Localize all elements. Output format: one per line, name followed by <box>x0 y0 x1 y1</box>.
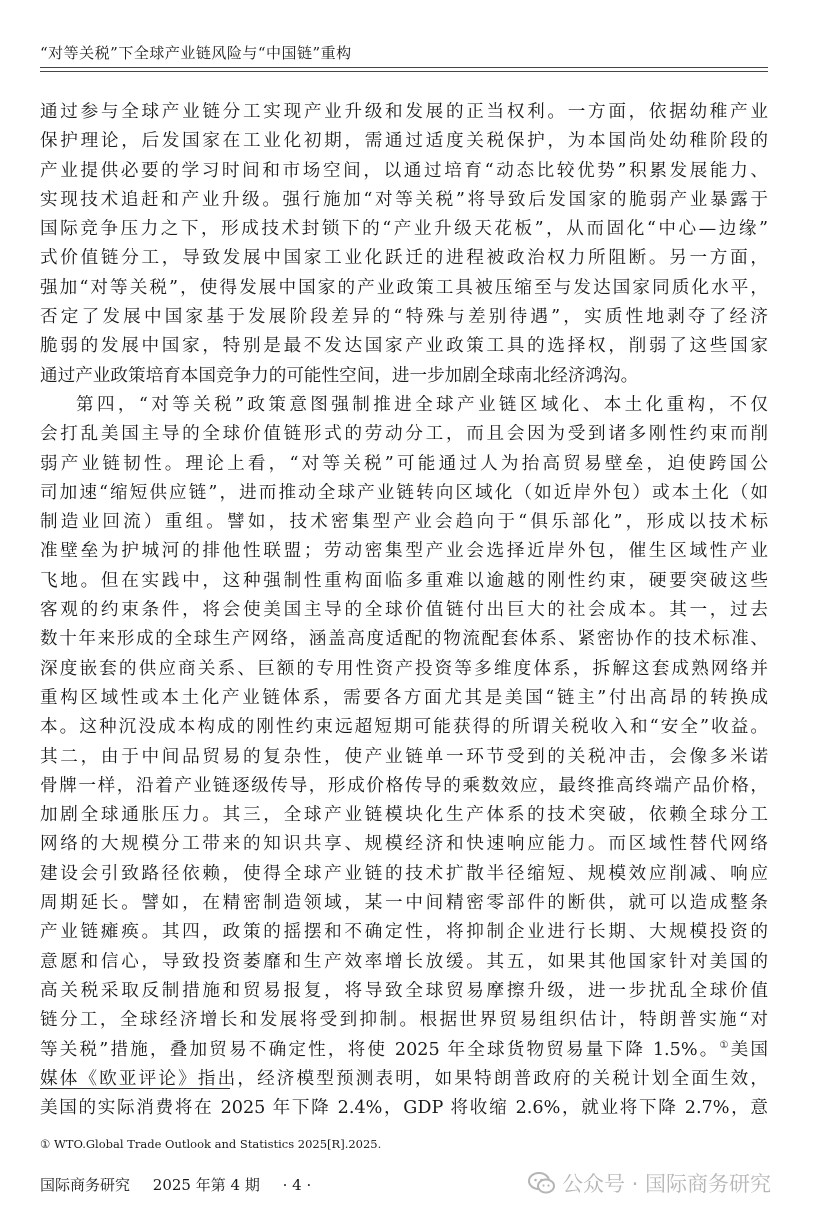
footnote-ref[interactable]: ① <box>719 1039 731 1051</box>
text-line: 客观的约束条件，将会使美国主导的全球价值链付出巨大的社会成本。其一，过去 <box>40 600 768 621</box>
text-line: 网络的大规模分工带来的知识共享、规模经济和快速响应能力。而区域性替代网络 <box>40 834 768 855</box>
text-line: 意愿和信心，导致投资萎靡和生产效率增长放缓。其五，如果其他国家针对美国的 <box>40 951 768 972</box>
text-line: 骨牌一样，沿着产业链逐级传导，形成价格传导的乘数效应，最终推高终端产品价格， <box>40 775 768 796</box>
text-line: 通过产业政策培育本国竞争力的可能性空间，进一步加剧全球南北经济鸿沟。 <box>40 365 639 386</box>
text-line: 弱产业链韧性。理论上看，“对等关税”可能通过人为抬高贸易壁垒，迫使跨国公 <box>40 453 768 474</box>
text-line: 产业链瘫痪。其四，政策的摇摆和不确定性，将抑制企业进行长期、大规模投资的 <box>40 922 768 943</box>
text-line: 会打乱美国主导的全球价值链形式的劳动分工，而且会因为受到诸多刚性约束而削 <box>40 424 768 445</box>
text-line: 国际竞争压力之下，形成技术封锁下的“产业升级天花板”，从而固化“中心—边缘” <box>40 219 768 240</box>
issue-number: 2025 年第 4 期 <box>152 1176 260 1194</box>
text-segment: 美国 <box>730 1039 768 1060</box>
text-line: 准壁垒为护城河的排他性联盟；劳动密集型产业会选择近岸外包，催生区域性产业 <box>40 541 768 562</box>
footnote: ① WTO.Global Trade Outlook and Statistics 2025[R].2025. <box>40 1137 382 1151</box>
paragraph-1 <box>40 98 768 391</box>
footnote-rule <box>40 1088 230 1089</box>
text-line: 其二，由于中间品贸易的复杂性，使产业链单一环节受到的关税冲击，会像多米诺 <box>40 746 768 767</box>
watermark <box>528 1168 771 1198</box>
page-number: · 4 · <box>282 1176 312 1194</box>
running-title: “对等关税”下全球产业链风险与“中国链”重构 <box>40 44 352 62</box>
paragraph-2 <box>40 391 768 1123</box>
text-line: 数十年来形成的全球生产网络，涵盖高度适配的物流配套体系、紧密协作的技术标准、 <box>40 629 768 650</box>
text-line: 高关税采取反制措施和贸易报复，将导致全球贸易摩擦升级，进一步扰乱全球价值 <box>40 980 768 1001</box>
text-line: 司加速“缩短供应链”，进而推动全球产业链转向区域化（如近岸外包）或本土化（如 <box>40 482 768 503</box>
text-line: 加剧全球通胀压力。其三，全球产业链模块化生产体系的技术突破，依赖全球分工 <box>40 805 768 826</box>
text-line: 通过参与全球产业链分工实现产业升级和发展的正当权利。一方面，依据幼稚产业 <box>40 102 768 122</box>
text-line: 否定了发展中国家基于发展阶段差异的“特殊与差别待遇”，实质性地剥夺了经济 <box>40 307 768 328</box>
text-line: 链分工，全球经济增长和发展将受到抑制。根据世界贸易组织估计，特朗普实施“对 <box>40 1010 768 1031</box>
text-line: 第四，“对等关税”政策意图强制推进全球产业链区域化、本土化重构，不仅 <box>76 394 768 415</box>
text-line: 实现技术追赶和产业升级。强行施加“对等关税”将导致后发国家的脆弱产业暴露于 <box>40 189 768 210</box>
journal-name: 国际商务研究 <box>40 1176 131 1194</box>
text-line: 美国的实际消费将在 2025 年下降 2.4%，GDP 将收缩 2.6%，就业将下降 2.7%，意 <box>40 1098 768 1119</box>
text-segment: 等关税”措施，叠加贸易不确定性，将使 2025 年全球货物贸易量下降 1.5%。 <box>40 1039 720 1060</box>
header-rule-inner <box>40 71 768 72</box>
text-line: 产业提供必要的学习时间和市场空间，以通过培育“动态比较优势”积累发展能力、 <box>40 160 768 181</box>
text-line: 制造业回流）重组。譬如，技术密集型产业会趋向于“俱乐部化”，形成以技术标 <box>40 512 768 533</box>
text-line: 脆弱的发展中国家，特别是最不发达国家产业政策工具的选择权，削弱了这些国家 <box>40 336 768 357</box>
text-line: 周期延长。譬如，在精密制造领域，某一中间精密零部件的断供，就可以造成整条 <box>40 893 768 914</box>
text-line <box>40 1036 768 1065</box>
header-rule <box>40 67 768 68</box>
watermark-text: 公众号 · 国际商务研究 <box>562 1172 772 1196</box>
text-line: 飞地。但在实践中，这种强制性重构面临多重难以逾越的刚性约束，硬要突破这些 <box>40 570 768 591</box>
text-line: 本。这种沉没成本构成的刚性约束远超短期可能获得的所谓关税收入和“安全”收益。 <box>40 717 768 738</box>
text-line: 深度嵌套的供应商关系、巨额的专用性资产投资等多维度体系，拆解这套成熟网络并 <box>40 658 768 679</box>
text-line: 建设会引致路径依赖，使得全球产业链的技术扩散半径缩短、规模效应削减、响应 <box>40 863 768 884</box>
text-line: 式价值链分工，导致发展中国家工业化跃迁的进程被政治权力所阻断。另一方面， <box>40 248 768 269</box>
wechat-icon <box>528 1171 556 1195</box>
page-footer <box>40 1174 329 1195</box>
body-text <box>40 98 768 1123</box>
text-line: 强加“对等关税”，使得发展中国家的产业政策工具被压缩至与发达国家同质化水平， <box>40 277 768 298</box>
text-line: 媒体《欧亚评论》指出，经济模型预测表明，如果特朗普政府的关税计划全面生效， <box>40 1068 768 1089</box>
text-line: 保护理论，后发国家在工业化初期，需通过适度关税保护，为本国尚处幼稚阶段的 <box>40 131 768 152</box>
text-line: 重构区域性或本土化产业链体系，需要各方面尤其是美国“链主”付出高昂的转换成 <box>40 687 768 708</box>
